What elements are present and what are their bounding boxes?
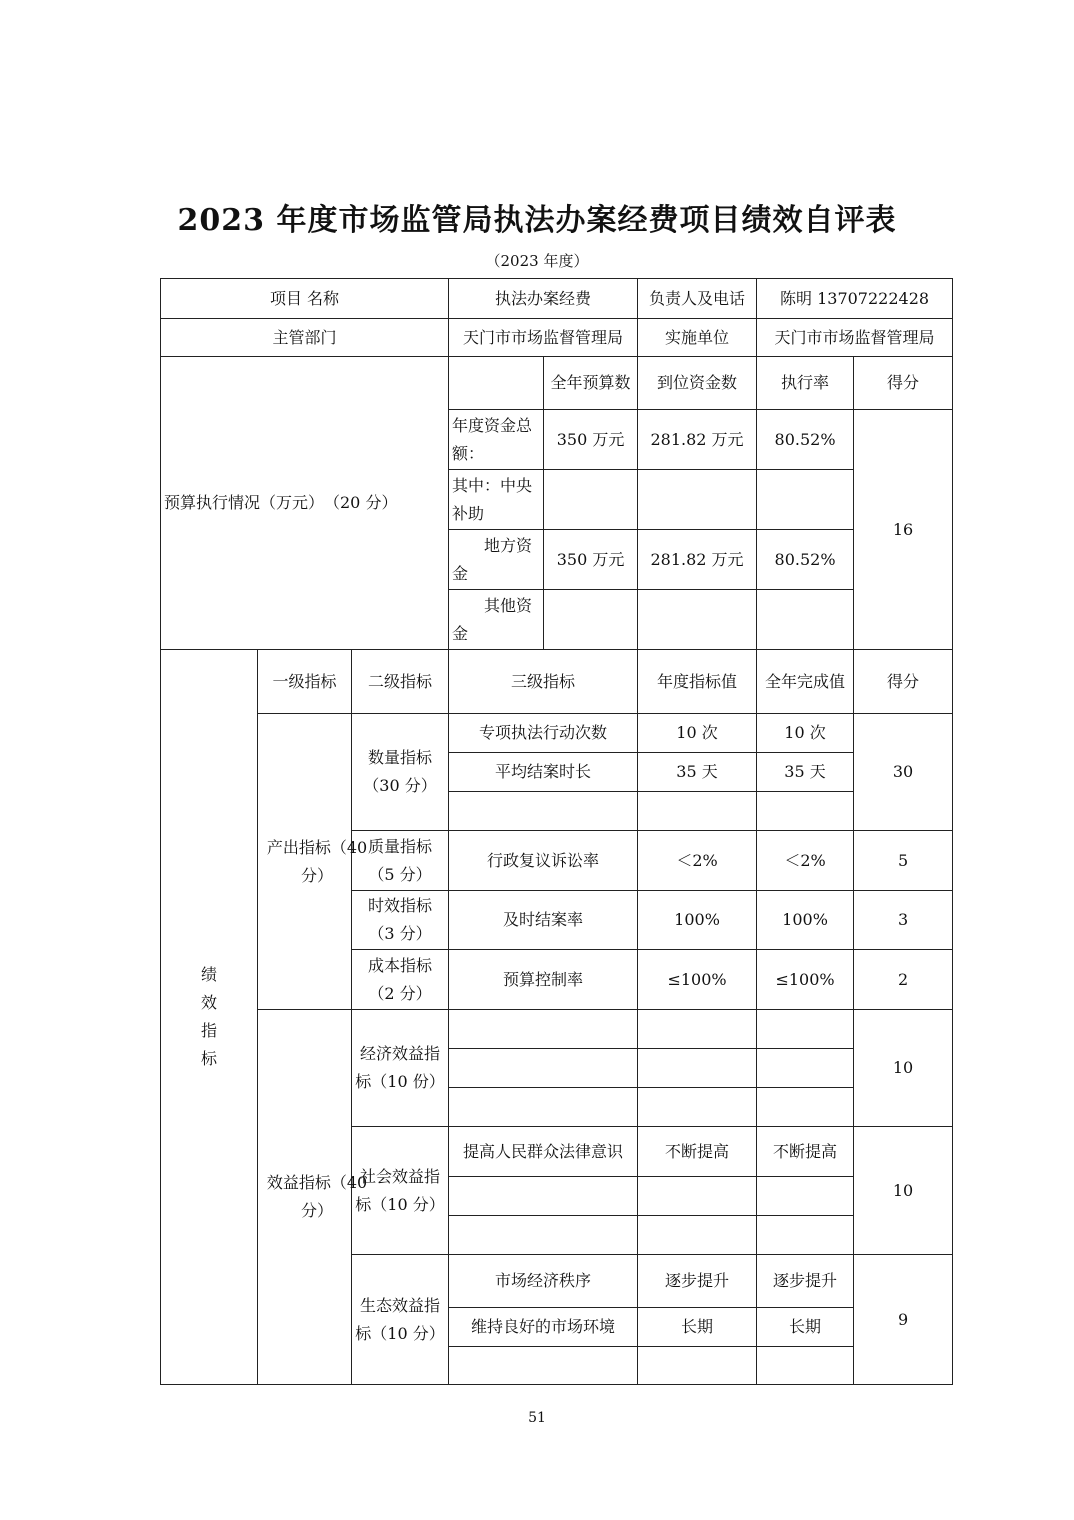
economic-score: 10 <box>854 1010 953 1127</box>
eco-done: 长期 <box>757 1308 854 1347</box>
timeliness-label: 时效指标（3 分） <box>352 891 449 950</box>
indicator-name: 专项执法行动次数 <box>449 714 638 753</box>
budget-header-score: 得分 <box>854 357 953 410</box>
indicator-name <box>449 1010 638 1049</box>
eco-target: 长期 <box>638 1308 757 1347</box>
budget-header-annual: 全年预算数 <box>544 357 638 410</box>
output-label: 产出指标（40 分） <box>258 714 352 1010</box>
eco-target: 逐步提升 <box>638 1255 757 1308</box>
budget-header-rate: 执行率 <box>757 357 854 410</box>
social-name: 提高人民群众法律意识 <box>449 1127 638 1177</box>
budget-row-rate <box>757 590 854 650</box>
indicator-done <box>757 1088 854 1127</box>
indicator-target <box>638 1010 757 1049</box>
indicator-name <box>449 1347 638 1385</box>
social-done: 不断提高 <box>757 1127 854 1177</box>
indicator-name <box>449 1049 638 1088</box>
budget-row-actual: 281.82 万元 <box>638 530 757 590</box>
indicator-done <box>757 1347 854 1385</box>
quality-target: ＜2% <box>638 831 757 891</box>
performance-table <box>160 278 953 1385</box>
cost-score: 2 <box>854 950 953 1010</box>
eco-label: 生态效益指标（10 分） <box>352 1255 449 1385</box>
cost-name: 预算控制率 <box>449 950 638 1010</box>
indicator-name <box>449 1177 638 1216</box>
indicator-target: 10 次 <box>638 714 757 753</box>
budget-row-label: 年度资金总额： <box>449 410 544 470</box>
budget-row-budget: 350 万元 <box>544 410 638 470</box>
indicator-target: 35 天 <box>638 753 757 792</box>
indicator-name: 平均结案时长 <box>449 753 638 792</box>
budget-blank-header <box>449 357 544 410</box>
document-subtitle: （2023 年度） <box>485 252 589 270</box>
social-score: 10 <box>854 1127 953 1255</box>
budget-label: 预算执行情况（万元） （20 分） <box>161 357 449 650</box>
quality-done: ＜2% <box>757 831 854 891</box>
document-title: 2023 年度市场监管局执法办案经费项目绩效自评表 <box>177 203 897 238</box>
quantity-label: 数量指标（30 分） <box>352 714 449 831</box>
indicator-target <box>638 1216 757 1255</box>
budget-row-rate: 80.52% <box>757 410 854 470</box>
social-label: 社会效益指标（10 分） <box>352 1127 449 1255</box>
project-name-label: 项目 名称 <box>161 279 449 319</box>
indicator-target <box>638 1347 757 1385</box>
indicator-name <box>449 792 638 831</box>
contact-label: 负责人及电话 <box>638 279 757 319</box>
indicator-done <box>757 1010 854 1049</box>
perf-label: 绩效指标 <box>161 650 258 1385</box>
cost-label: 成本指标（2 分） <box>352 950 449 1010</box>
budget-row-budget: 350 万元 <box>544 530 638 590</box>
perf-header-level1: 一级指标 <box>258 650 352 714</box>
budget-header-actual: 到位资金数 <box>638 357 757 410</box>
indicator-done <box>757 1216 854 1255</box>
perf-header-score: 得分 <box>854 650 953 714</box>
perf-header-level3: 三级指标 <box>449 650 638 714</box>
project-name: 执法办案经费 <box>449 279 638 319</box>
indicator-name <box>449 1088 638 1127</box>
quantity-score: 30 <box>854 714 953 831</box>
eco-name: 市场经济秩序 <box>449 1255 638 1308</box>
budget-row-actual: 281.82 万元 <box>638 410 757 470</box>
timeliness-target: 100% <box>638 891 757 950</box>
quality-label: 质量指标（5 分） <box>352 831 449 891</box>
quality-score: 5 <box>854 831 953 891</box>
perf-header-level2: 二级指标 <box>352 650 449 714</box>
budget-row-budget <box>544 590 638 650</box>
indicator-done <box>757 1177 854 1216</box>
quality-name: 行政复议诉讼率 <box>449 831 638 891</box>
perf-header-done: 全年完成值 <box>757 650 854 714</box>
dept: 天门市市场监督管理局 <box>449 319 638 357</box>
eco-done: 逐步提升 <box>757 1255 854 1308</box>
budget-row-label: 其他资金 <box>449 590 544 650</box>
indicator-name <box>449 1216 638 1255</box>
budget-row-label: 地方资金 <box>449 530 544 590</box>
indicator-target <box>638 1049 757 1088</box>
impl-label: 实施单位 <box>638 319 757 357</box>
indicator-target <box>638 1177 757 1216</box>
dept-label: 主管部门 <box>161 319 449 357</box>
eco-name: 维持良好的市场环境 <box>449 1308 638 1347</box>
budget-row-budget <box>544 470 638 530</box>
social-target: 不断提高 <box>638 1127 757 1177</box>
budget-score: 16 <box>854 410 953 650</box>
budget-row-rate: 80.52% <box>757 530 854 590</box>
budget-row-label: 其中：中央补助 <box>449 470 544 530</box>
timeliness-name: 及时结案率 <box>449 891 638 950</box>
indicator-target <box>638 792 757 831</box>
cost-target: ≤100% <box>638 950 757 1010</box>
page-number: 51 <box>528 1410 546 1426</box>
impl: 天门市市场监督管理局 <box>757 319 953 357</box>
budget-row-actual <box>638 590 757 650</box>
indicator-done <box>757 792 854 831</box>
contact: 陈明 13707222428 <box>757 279 953 319</box>
eco-score: 9 <box>854 1255 953 1385</box>
budget-row-rate <box>757 470 854 530</box>
cost-done: ≤100% <box>757 950 854 1010</box>
indicator-target <box>638 1088 757 1127</box>
timeliness-score: 3 <box>854 891 953 950</box>
benefit-label: 效益指标（40 分） <box>258 1010 352 1385</box>
indicator-done <box>757 1049 854 1088</box>
indicator-done: 35 天 <box>757 753 854 792</box>
indicator-done: 10 次 <box>757 714 854 753</box>
perf-header-target: 年度指标值 <box>638 650 757 714</box>
economic-label: 经济效益指标（10 份） <box>352 1010 449 1127</box>
timeliness-done: 100% <box>757 891 854 950</box>
budget-row-actual <box>638 470 757 530</box>
